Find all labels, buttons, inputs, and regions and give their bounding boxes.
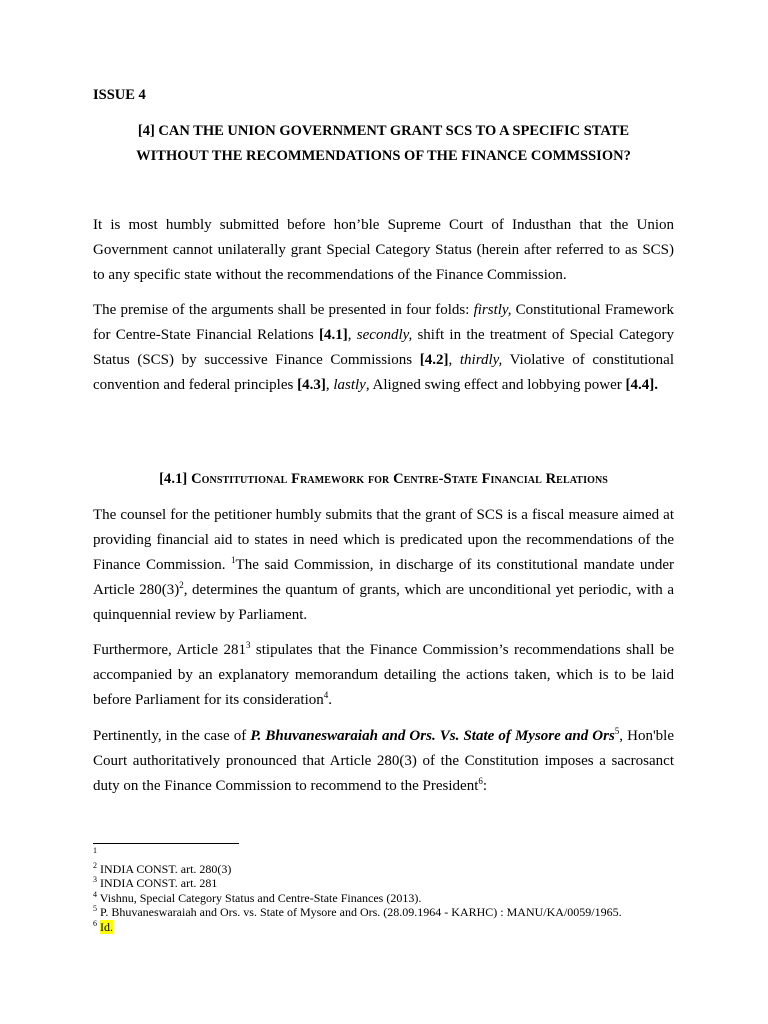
paragraph-text: , Hon'ble Court authoritatively pronounced that Article 280(3) of the Constitution imposes a sacrosanct duty on the Finance Commission to recommend to the President bbox=[93, 728, 674, 794]
footnote-number: 1 bbox=[93, 846, 97, 855]
section-heading-4-1: [4.1] Constitutional Framework for Centre-State Financial Relations bbox=[159, 471, 608, 487]
footnote-ref[interactable]: 3 bbox=[245, 640, 251, 650]
footnote-ref[interactable]: 5 bbox=[614, 726, 620, 736]
p2-text: , bbox=[448, 352, 460, 368]
p2-text: , Aligned swing effect and lobbying power bbox=[365, 377, 626, 393]
paragraph-text: The said Commission, in discharge of its constitutional mandate under Article 280(3) bbox=[93, 557, 674, 598]
p2-text: shift in the treatment of Special Category Status (SCS) by successive Finance Commissions bbox=[93, 327, 674, 368]
p2-italic: secondly, bbox=[356, 327, 413, 343]
paragraph-text: stipulates that the Finance Commission’s recommendations shall be accompanied by an explanatory memorandum detailing the actions taken, which is to be laid before Parliament for its consideration bbox=[93, 642, 675, 708]
p2-text: , bbox=[325, 377, 334, 393]
intro-paragraph-2 bbox=[93, 298, 674, 398]
issue-label: ISSUE 4 bbox=[93, 87, 146, 103]
footnote-ref[interactable]: 4 bbox=[323, 690, 329, 700]
footnote-ref[interactable]: 1 bbox=[231, 555, 236, 565]
footnote-1 bbox=[93, 847, 693, 862]
footnote-separator bbox=[93, 843, 239, 844]
footnote-text: INDIA CONST. art. 280(3) bbox=[100, 861, 232, 876]
p2-text: Violative of constitutional convention and federal principles bbox=[93, 352, 674, 393]
p2-text: Constitutional Framework for Centre-State Financial Relations bbox=[93, 302, 675, 343]
section-4-1-paragraph-2 bbox=[93, 638, 674, 713]
p2-text: , bbox=[347, 327, 357, 343]
footnote-ref[interactable]: 6 bbox=[478, 776, 483, 786]
p2-ref: [4.1] bbox=[319, 327, 348, 343]
footnote-5 bbox=[93, 905, 693, 920]
footnote-text: P. Bhuvaneswaraiah and Ors. vs. State of Mysore and Ors. (28.09.1964 - KARHC) : MANU/KA/0059/1965. bbox=[100, 905, 622, 919]
paragraph-text: The counsel for the petitioner humbly submits that the grant of SCS is a fiscal measure aimed at providing financial aid to states in need which is predicated upon the recommendations of the Finance Commission. bbox=[93, 507, 674, 573]
paragraph-text: . bbox=[328, 692, 333, 708]
footnote-number: 3 bbox=[93, 875, 97, 884]
section-4-1-paragraph-1 bbox=[93, 503, 674, 628]
footnote-number: 5 bbox=[93, 904, 97, 913]
footnote-2 bbox=[93, 862, 693, 877]
footnote-6 bbox=[93, 920, 693, 935]
p2-text: The premise of the arguments shall be presented in four folds: bbox=[93, 302, 474, 318]
footnote-text: INDIA CONST. art. 281 bbox=[100, 876, 218, 890]
paragraph-text: Pertinently, in the case of bbox=[93, 728, 251, 744]
p2-italic: lastly bbox=[333, 377, 366, 393]
p2-italic: firstly, bbox=[473, 302, 512, 318]
footnotes-list bbox=[93, 847, 693, 934]
issue-question-line1: [4] CAN THE UNION GOVERNMENT GRANT SCS TO A SPECIFIC STATE bbox=[137, 123, 630, 139]
footnote-number: 6 bbox=[93, 918, 97, 928]
section-4-1-paragraph-3 bbox=[93, 724, 674, 799]
footnote-3 bbox=[93, 876, 693, 891]
case-name: P. Bhuvaneswaraiah and Ors. Vs. State of Mysore and Ors bbox=[250, 728, 615, 744]
intro-paragraph-1: It is most humbly submitted before hon’ble Supreme Court of Industhan that the Union Government cannot unilaterally grant Special Category Status (herein after referred to as SCS) to any specific state without the recommendations of the Finance Commission. bbox=[93, 217, 674, 283]
p2-ref: [4.4]. bbox=[625, 377, 659, 393]
paragraph-text: : bbox=[482, 778, 488, 794]
p2-italic: thirdly, bbox=[459, 352, 503, 368]
footnote-text: Vishnu, Special Category Status and Centre-State Finances (2013). bbox=[99, 890, 422, 905]
footnote-text-highlighted: Id. bbox=[100, 919, 113, 934]
issue-question-line2: WITHOUT THE RECOMMENDATIONS OF THE FINANCE COMMSSION? bbox=[136, 148, 631, 164]
p2-ref: [4.3] bbox=[297, 377, 326, 393]
paragraph-text: Furthermore, Article 281 bbox=[93, 642, 246, 658]
footnote-number: 2 bbox=[93, 860, 97, 870]
issue-question bbox=[93, 119, 674, 169]
paragraph-text: , determines the quantum of grants, which are unconditional yet periodic, with a quinquennial review by Parliament. bbox=[93, 582, 674, 623]
footnote-4 bbox=[93, 891, 693, 906]
document-page bbox=[93, 0, 674, 1024]
footnote-ref[interactable]: 2 bbox=[179, 580, 184, 590]
p2-ref: [4.2] bbox=[419, 352, 449, 368]
footnote-number: 4 bbox=[93, 889, 97, 899]
